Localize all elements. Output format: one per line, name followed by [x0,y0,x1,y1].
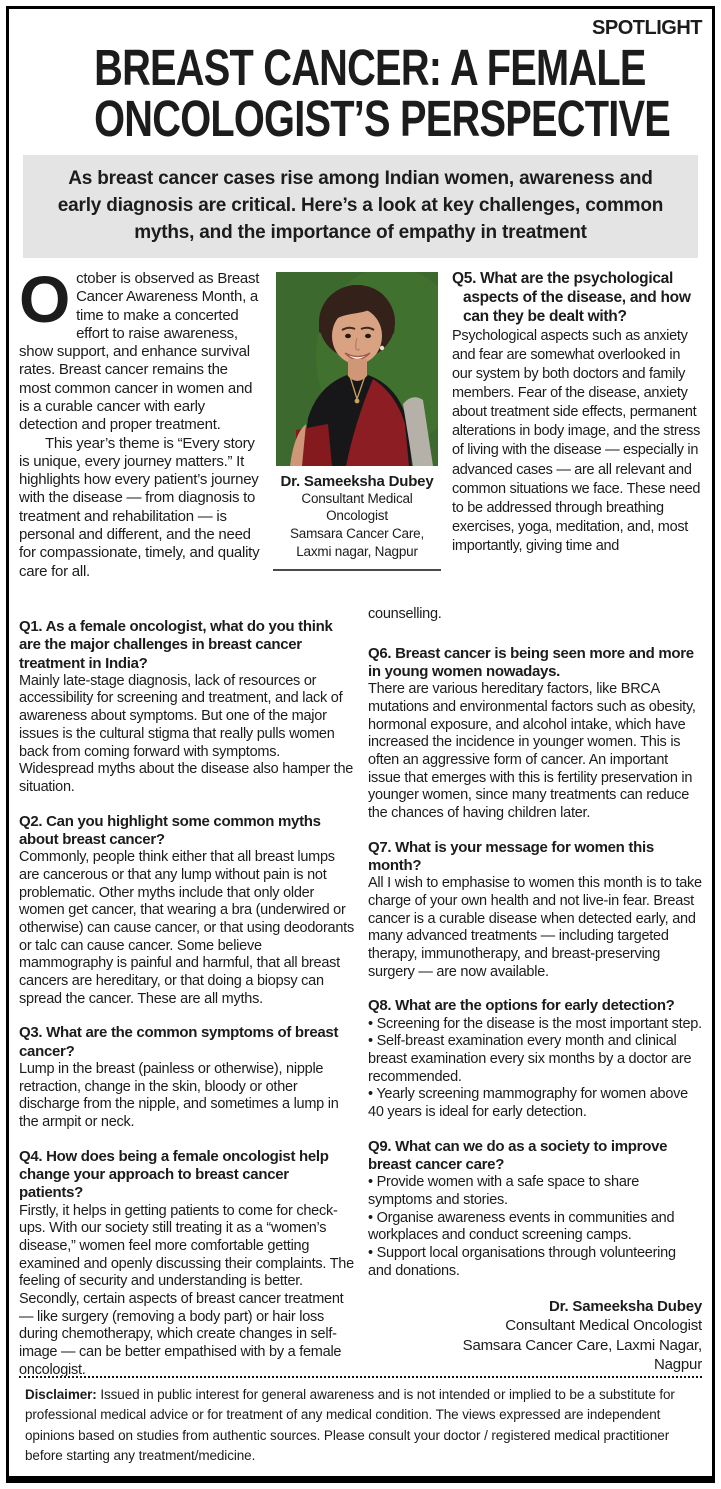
answer: • Screening for the disease is the most important step. [368,1015,702,1032]
photo-caption-line: Consultant Medical Oncologist [301,490,413,524]
answer: Commonly, people think either that all breast lumps are cancerous or that any lump without pain is not problematic. Other myths include that only older women get cancer, that wearing a bra (underwired or otherwise) can cause cancer, or that using deodorants or talc can cause cancer. Some believe mammography is painful and harmful, that all breast cancers are hereditary, or that doing a biopsy can spread the cancer. These are all myths. [19,849,354,1007]
qa-block [368,839,702,982]
signature-line: Nagpur [654,1356,702,1374]
photo-caption-name: Dr. Sameeksha Dubey [280,472,434,490]
question: Q6. Breast cancer is being seen more and more in young women nowadays. [368,644,694,680]
answer: • Self-breast examination every month and clinical breast examination every six months by a doctor are recommended. [368,1033,692,1085]
answer: Mainly late-stage diagnosis, lack of resources or accessibility for screening and treatment, and lack of awareness about symptoms. But one of the major issues is the cultural stigma that really pulls women back from coming forward with symptoms. Widespread myths about the disease also hamper the situation. [19,672,354,795]
answer: • Support local organisations through volunteering and donations. [368,1245,676,1279]
question: Q2. Can you highlight some common myths about breast cancer? [19,812,321,848]
photo-caption-line: Samsara Cancer Care, [289,526,425,541]
right-column-questions [368,645,702,1297]
answer: • Provide women with a safe space to share symptoms and stories. [368,1174,640,1209]
qa-block [19,813,356,1009]
photo-caption-line: Laxmi nagar, Nagpur [296,543,418,559]
signature-line: Samsara Cancer Care, Laxmi Nagar, [462,1336,702,1354]
intro-paragraph-1-text: ctober is observed as Breast Cancer Awareness Month, a time to make a concerted effort to raise awareness, show support, and enhance survival rates. Breast cancer remains the most common cancer in women and is a curable cancer with early detection and proper treatment. [19,269,260,434]
answer: All I wish to emphasise to women this month is to take charge of your own health and not live-in fear. Breast cancer is a curable disease when detected early, and many advanced treatments — including targeted therapy, immunotherapy, and breast-preserving surgery — are now available. [368,875,702,980]
question: Q4. How does being a female oncologist help change your approach to breast cancer patients? [19,1147,329,1202]
question: Q7. What is your message for women this month? [368,838,654,874]
qa-section [19,606,702,1376]
q5-column [452,270,702,602]
question: Q9. What can we do as a society to improve breast cancer care? [368,1137,668,1174]
top-section [19,270,702,602]
qa-block [368,997,702,1121]
disclaimer-text: Issued in public interest for general awareness and is not intended or implied to be a substitute for professional medical advice or for treatment of any medical condition. The views expressed are independent opinions based on studies from authentic sources. Please consult your doctor / registered medical practitioner before starting any treatment/medicine. [25,1387,675,1463]
q5-answer-overflow: counselling. [368,605,442,622]
spotlight-label: SPOTLIGHT [592,17,702,39]
question: Q3. What are the common symptoms of breast cancer? [19,1024,339,1060]
signature-line: Consultant Medical Oncologist [505,1317,702,1335]
intro-paragraph-2: This year’s theme is “Every story is unique, every journey matters.” It highlights how every patient’s journey with the disease — from diagnosis to treatment and rehabilitation — is personal and different, and the need for compassionate, timely, and quality care for all. [19,434,260,580]
title-line-1: BREAST CANCER: A FEMALE [94,39,646,96]
qa-block [19,1148,356,1376]
answer: Lump in the breast (painless or otherwise), nipple retraction, change in the skin, bloody or other discharge from the nipple, and sometimes a lump in the armpit or neck. [19,1060,339,1131]
article-sheet [6,6,715,1483]
qa-block [19,618,356,797]
right-column [368,606,702,1376]
photo-column [273,270,441,602]
answer: • Yearly screening mammography for women above 40 years is ideal for early detection. [368,1086,688,1121]
signature-name: Dr. Sameeksha Dubey [549,1297,702,1315]
answer: There are various hereditary factors, like BRCA mutations and environmental factors such as obesity, hormonal exposure, and alcohol intake, which have increased the incidence in younger women. This is often an aggressive form of cancer. An important issue that emerges with this is fertility preservation in younger women, since many treatments can reduce the chances of having children later. [368,681,696,821]
question: Q8. What are the options for early detection? [368,997,675,1015]
caption-divider [273,569,441,571]
qa-block [368,645,702,823]
intro-column [19,270,262,602]
answer: Firstly, it helps in getting patients to come for check-ups. With our society still treating it as a “women’s disease,” women feel more comfortable getting examined and openly discussing their complaints. The feeling of security and understanding is better. Secondly, certain aspects of breast cancer treatment — like surgery (removing a body part) or hair loss during chemotherapy, which create changes in self-image — can be better empathised with by a female oncologist. [19,1202,354,1376]
left-column [19,606,356,1376]
qa-block [368,1138,702,1281]
question: Q1. As a female oncologist, what do you think are the major challenges in breast cancer treatment in India? [19,617,333,672]
doctor-portrait-photo [276,272,438,466]
disclaimer [19,1376,702,1468]
question: Q5. What are the psychological aspects of the disease, and how can they be dealt with? [452,269,691,325]
qa-block [19,1024,356,1131]
intro-paragraph-1 [19,270,262,435]
answer: • Organise awareness events in communities and workplaces and conduct screening camps. [368,1209,675,1244]
answer: Psychological aspects such as anxiety and fear are somewhat overlooked in our system by both doctors and family members. Fear of the disease, anxiety about treatment side effects, permanent alterations in body image, and the stress of living with the disease — especially in advanced cases — are all relevant and common situations we face. These need to be addressed through breathing exercises, yoga, meditation, and, most importantly, giving time and [452,327,701,554]
drop-cap: O [19,269,71,336]
title-line-2: ONCOLOGIST’S PERSPECTIVE [94,90,671,147]
signature-block [368,1297,702,1376]
standfirst: As breast cancer cases rise among Indian women, awareness and early diagnosis are critical. Here’s a look at key challenges, common myths, and the importance of empathy in treatment [23,155,698,258]
article-title [19,39,702,147]
disclaimer-label: Disclaimer: [25,1387,97,1402]
